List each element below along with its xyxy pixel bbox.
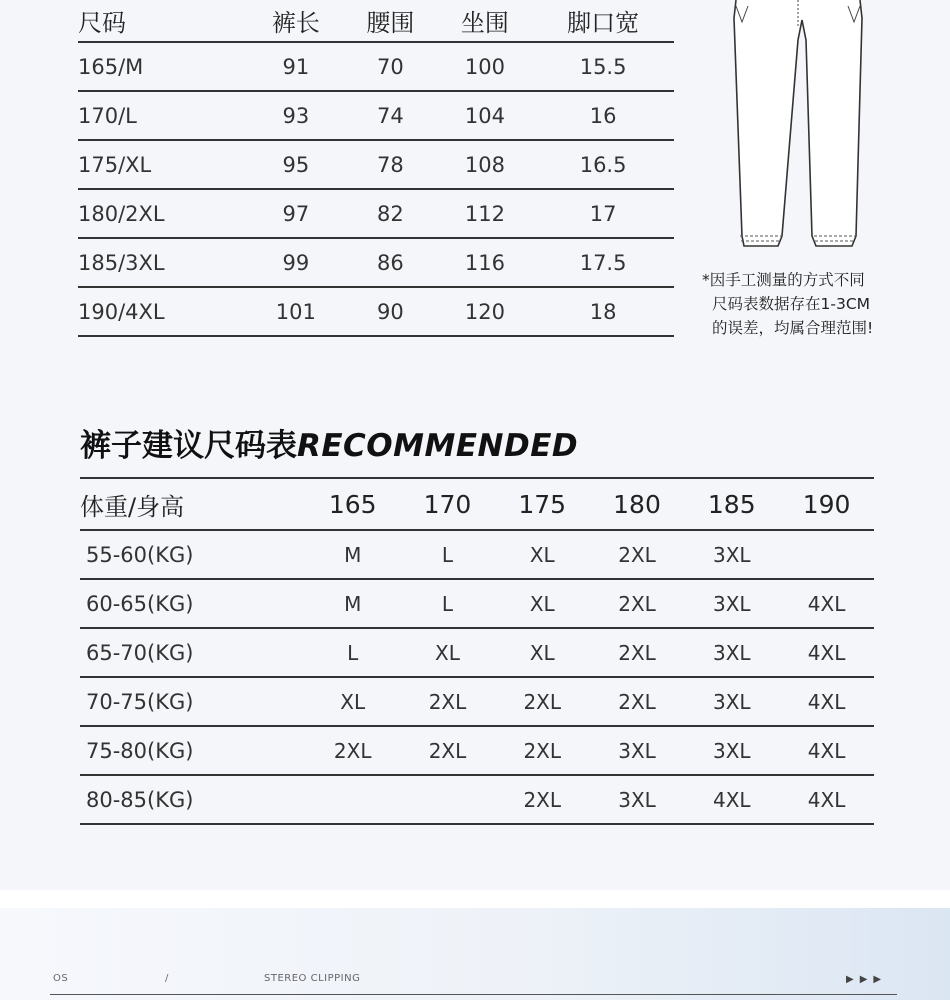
cell-size: 3XL — [590, 726, 685, 775]
header-weight-height: 体重/身高 — [80, 478, 305, 530]
cell-size: 2XL — [305, 726, 400, 775]
cell-hip: 100 — [438, 42, 533, 91]
cell-waist: 86 — [343, 238, 438, 287]
cell-size: 3XL — [684, 628, 779, 677]
cell-size: 2XL — [495, 677, 590, 726]
cell-size: 4XL — [779, 677, 874, 726]
pants-illustration-icon — [722, 0, 882, 262]
cell-hip: 112 — [438, 189, 533, 238]
cell-size: 2XL — [495, 775, 590, 824]
cell-hem: 16.5 — [532, 140, 674, 189]
cell-hem: 15.5 — [532, 42, 674, 91]
note-line: 尺码表数据存在1-3CM — [712, 295, 871, 313]
cell-size: XL — [495, 628, 590, 677]
section-divider — [0, 890, 950, 908]
cell-size: 2XL — [590, 530, 685, 579]
footer-label-mid: STEREO CLIPPING — [264, 973, 361, 984]
cell-weight: 55-60(KG) — [80, 530, 305, 579]
cell-length: 95 — [249, 140, 344, 189]
cell-weight: 65-70(KG) — [80, 628, 305, 677]
cell-size: XL — [495, 579, 590, 628]
cell-length: 101 — [249, 287, 344, 336]
table-row — [80, 579, 874, 628]
cell-size: 2XL — [590, 677, 685, 726]
recommended-size-table — [80, 477, 874, 825]
cell-hip: 104 — [438, 91, 533, 140]
cell-weight: 80-85(KG) — [80, 775, 305, 824]
cell-size: 185/3XL — [78, 238, 249, 287]
header-size: 尺码 — [78, 0, 249, 42]
cell-hip: 116 — [438, 238, 533, 287]
header-height: 180 — [590, 478, 685, 530]
cell-hem: 16 — [532, 91, 674, 140]
cell-size: L — [400, 579, 495, 628]
cell-size: M — [305, 579, 400, 628]
cell-size: 2XL — [495, 726, 590, 775]
cell-waist: 78 — [343, 140, 438, 189]
header-hip: 坐围 — [438, 0, 533, 42]
cell-size: 2XL — [590, 628, 685, 677]
footer-divider-line — [50, 994, 897, 995]
header-height: 170 — [400, 478, 495, 530]
cell-size: 190/4XL — [78, 287, 249, 336]
note-line: *因手工测量的方式不同 — [702, 271, 865, 289]
cell-waist: 90 — [343, 287, 438, 336]
note-line: 的误差，均属合理范围! — [712, 319, 874, 337]
cell-size: 170/L — [78, 91, 249, 140]
cell-size: 4XL — [779, 726, 874, 775]
table-row — [80, 530, 874, 579]
cell-size: XL — [305, 677, 400, 726]
measurement-note — [702, 268, 912, 340]
cell-length: 97 — [249, 189, 344, 238]
header-height: 185 — [684, 478, 779, 530]
table-row — [78, 238, 674, 287]
cell-weight: 70-75(KG) — [80, 677, 305, 726]
table-row — [78, 287, 674, 336]
cell-size: 4XL — [779, 579, 874, 628]
footer-label-slash: / — [165, 973, 169, 984]
table-row — [78, 140, 674, 189]
header-height: 175 — [495, 478, 590, 530]
cell-size: 2XL — [400, 677, 495, 726]
cell-length: 91 — [249, 42, 344, 91]
cell-hip: 108 — [438, 140, 533, 189]
arrows-icon: ▶▶▶ — [846, 974, 888, 985]
recommended-header-row — [80, 478, 874, 530]
table-row — [80, 628, 874, 677]
cell-waist: 70 — [343, 42, 438, 91]
recommended-title-en: RECOMMENDED — [297, 428, 579, 464]
cell-size: 3XL — [684, 579, 779, 628]
cell-length: 99 — [249, 238, 344, 287]
cell-waist: 74 — [343, 91, 438, 140]
recommended-title — [80, 420, 578, 465]
header-height: 165 — [305, 478, 400, 530]
cell-weight: 75-80(KG) — [80, 726, 305, 775]
cell-size: 4XL — [779, 628, 874, 677]
cell-length: 93 — [249, 91, 344, 140]
table-row — [80, 775, 874, 824]
cell-hem: 17.5 — [532, 238, 674, 287]
cell-size: 3XL — [684, 530, 779, 579]
cell-waist: 82 — [343, 189, 438, 238]
table-row — [80, 726, 874, 775]
table-row — [78, 42, 674, 91]
header-waist: 腰围 — [343, 0, 438, 42]
cell-size: 3XL — [684, 677, 779, 726]
cell-weight: 60-65(KG) — [80, 579, 305, 628]
size-chart-table — [78, 0, 674, 337]
cell-size: 165/M — [78, 42, 249, 91]
cell-hip: 120 — [438, 287, 533, 336]
cell-size: 2XL — [590, 579, 685, 628]
cell-hem: 17 — [532, 189, 674, 238]
table-row — [78, 189, 674, 238]
stereo-section — [0, 908, 950, 1000]
cell-size: 4XL — [779, 775, 874, 824]
cell-size: 3XL — [684, 726, 779, 775]
header-hem: 脚口宽 — [532, 0, 674, 42]
cell-size — [779, 530, 874, 579]
cell-size — [305, 775, 400, 824]
size-chart-header-row — [78, 0, 674, 42]
recommended-title-cn: 裤子建议尺码表 — [80, 428, 297, 464]
cell-size: L — [400, 530, 495, 579]
cell-size: 2XL — [400, 726, 495, 775]
cell-size: XL — [495, 530, 590, 579]
header-height: 190 — [779, 478, 874, 530]
table-row — [80, 677, 874, 726]
header-length: 裤长 — [249, 0, 344, 42]
cell-size: M — [305, 530, 400, 579]
footer-label-left: OS — [53, 973, 69, 984]
cell-size — [400, 775, 495, 824]
table-row — [78, 91, 674, 140]
cell-hem: 18 — [532, 287, 674, 336]
cell-size: XL — [400, 628, 495, 677]
cell-size: L — [305, 628, 400, 677]
cell-size: 4XL — [684, 775, 779, 824]
cell-size: 180/2XL — [78, 189, 249, 238]
cell-size: 175/XL — [78, 140, 249, 189]
cell-size: 3XL — [590, 775, 685, 824]
